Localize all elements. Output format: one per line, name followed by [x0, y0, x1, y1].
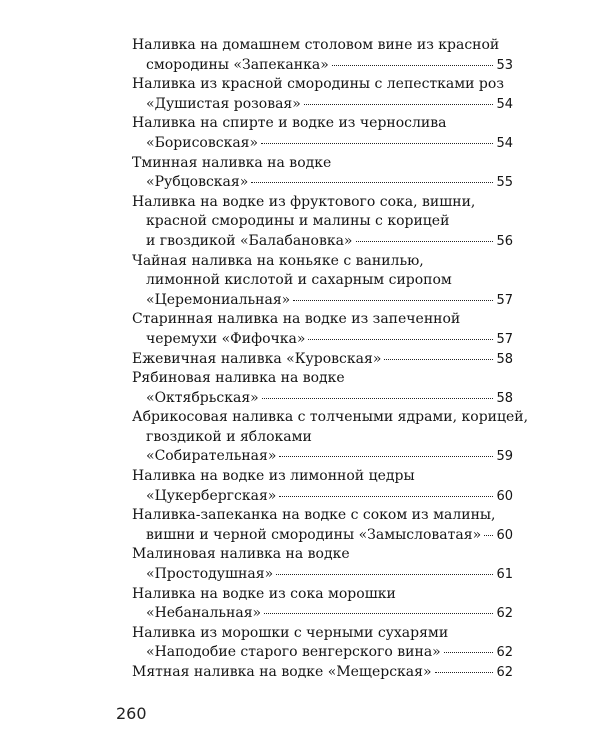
toc-entry-line: Наливка на водке из сока морошки — [132, 585, 396, 602]
toc-page-number: 54 — [496, 96, 513, 112]
page-number: 260 — [116, 704, 147, 723]
toc-entry-line: гвоздикой и яблоками — [146, 428, 312, 445]
toc-entry-line: «Собирательная» — [146, 448, 277, 465]
dot-leader — [261, 143, 493, 144]
toc-entry-final-line — [132, 232, 513, 252]
toc-page-number: 62 — [496, 665, 513, 680]
toc-entry-line: «Простодушная» — [146, 566, 274, 583]
dot-leader — [435, 672, 494, 673]
toc-entry — [132, 350, 513, 370]
toc-entry — [132, 585, 513, 624]
toc-entry — [132, 75, 513, 114]
toc-entry-line: «Наподобие старого венгерского вина» — [146, 644, 441, 661]
toc-entry-final-line — [132, 350, 513, 370]
toc-page-number: 60 — [496, 488, 513, 504]
toc-entry-final-line — [132, 173, 513, 193]
dot-leader — [293, 300, 493, 301]
table-of-contents — [132, 36, 529, 683]
toc-page-number: 57 — [496, 331, 513, 347]
toc-entry-line: вишни и черной смородины «Замысловатая» — [146, 526, 482, 543]
toc-entry-line: «Душистая розовая» — [146, 95, 301, 112]
toc-entry-line: смородины «Запеканка» — [146, 56, 329, 73]
toc-entry-final-line — [132, 526, 513, 546]
toc-entry-line: «Церемониальная» — [146, 291, 291, 308]
toc-entry-line: Наливка на водке из фруктового сока, вишни, — [132, 193, 476, 210]
toc-page-number: 53 — [496, 57, 513, 73]
toc-entry-line: Тминная наливка на водке — [132, 154, 332, 171]
toc-entry-line: Наливка из красной смородины с лепестками роз — [132, 76, 504, 93]
toc-entry — [132, 252, 513, 311]
toc-entry — [132, 369, 513, 408]
toc-entry-line: Наливка на водке из лимонной цедры — [132, 468, 415, 485]
toc-entry-line: Абрикосовая наливка с толчеными ядрами, корицей, — [132, 409, 529, 426]
toc-entry-line: лимонной кислотой и сахарным сиропом — [146, 272, 452, 289]
dot-leader — [262, 398, 494, 399]
toc-page-number: 61 — [496, 567, 513, 583]
toc-entry — [132, 154, 513, 193]
toc-page-number: 54 — [496, 135, 513, 151]
dot-leader — [279, 496, 493, 497]
toc-page-number: 62 — [496, 645, 513, 661]
dot-leader — [279, 456, 493, 457]
toc-entry-line: Наливка на спирте и водке из чернослива — [132, 115, 447, 132]
toc-entry-line: Наливка на домашнем столовом вине из красной — [132, 37, 500, 53]
toc-entry-line: Старинная наливка на водке из запеченной — [132, 311, 461, 328]
toc-entry-final-line — [132, 447, 513, 467]
toc-entry-final-line — [132, 134, 513, 154]
toc-entry — [132, 36, 513, 75]
toc-entry — [132, 663, 513, 683]
toc-entry-final-line — [132, 663, 513, 683]
toc-entry-final-line — [132, 604, 513, 624]
toc-entry — [132, 408, 529, 467]
toc-entry-final-line — [132, 330, 513, 350]
toc-entry — [132, 506, 513, 545]
toc-entry-line: «Октябрьская» — [146, 389, 259, 406]
toc-page-number: 55 — [496, 175, 513, 191]
toc-entry-line: черемухи «Фифочка» — [146, 330, 306, 347]
dot-leader — [356, 241, 494, 242]
toc-entry — [132, 467, 513, 506]
toc-entry-line: Чайная наливка на коньяке с ванилью, — [132, 252, 424, 269]
toc-entry — [132, 545, 513, 584]
dot-leader — [332, 65, 494, 66]
toc-entry-final-line — [132, 95, 513, 115]
toc-entry-line: Рябиновая наливка на водке — [132, 370, 345, 387]
dot-leader — [308, 339, 493, 340]
toc-entry-final-line — [132, 389, 513, 409]
toc-entry-line: «Борисовская» — [146, 134, 259, 151]
toc-entry-final-line — [132, 487, 513, 507]
toc-entry-final-line — [132, 56, 513, 76]
toc-entry-line: красной смородины и малины с корицей — [146, 213, 450, 230]
dot-leader — [384, 359, 493, 360]
toc-entry — [132, 310, 513, 349]
toc-entry-final-line — [132, 565, 513, 585]
toc-entry-final-line — [132, 291, 513, 311]
dot-leader — [276, 574, 493, 575]
toc-entry-line: «Рубцовская» — [146, 174, 249, 191]
toc-entry-line: «Цукербергская» — [146, 487, 277, 504]
dot-leader — [444, 652, 494, 653]
toc-entry — [132, 114, 513, 153]
toc-entry-line: Малиновая наливка на водке — [132, 546, 350, 563]
toc-page-number: 58 — [496, 390, 513, 406]
toc-entry-line: Наливка из морошки с черными сухарями — [132, 624, 449, 641]
toc-page-number: 59 — [496, 449, 513, 465]
dot-leader — [251, 182, 493, 183]
toc-entry-line: Мятная наливка на водке «Мещерская» — [132, 664, 432, 680]
toc-page-number: 58 — [496, 351, 513, 367]
dot-leader — [304, 104, 494, 105]
toc-page-number: 56 — [496, 233, 513, 249]
toc-entry — [132, 193, 513, 252]
dot-leader — [264, 613, 493, 614]
toc-entry-line: Наливка-запеканка на водке с соком из малины, — [132, 507, 496, 524]
dot-leader — [484, 535, 493, 536]
toc-page-number: 57 — [496, 292, 513, 308]
toc-page-number: 62 — [496, 606, 513, 622]
toc-entry-line: и гвоздикой «Балабановка» — [146, 232, 353, 249]
toc-entry-line: Ежевичная наливка «Куровская» — [132, 350, 382, 367]
toc-page-number: 60 — [496, 527, 513, 543]
toc-entry-final-line — [132, 643, 513, 663]
toc-entry-line: «Небанальная» — [146, 605, 262, 622]
toc-entry — [132, 624, 513, 663]
